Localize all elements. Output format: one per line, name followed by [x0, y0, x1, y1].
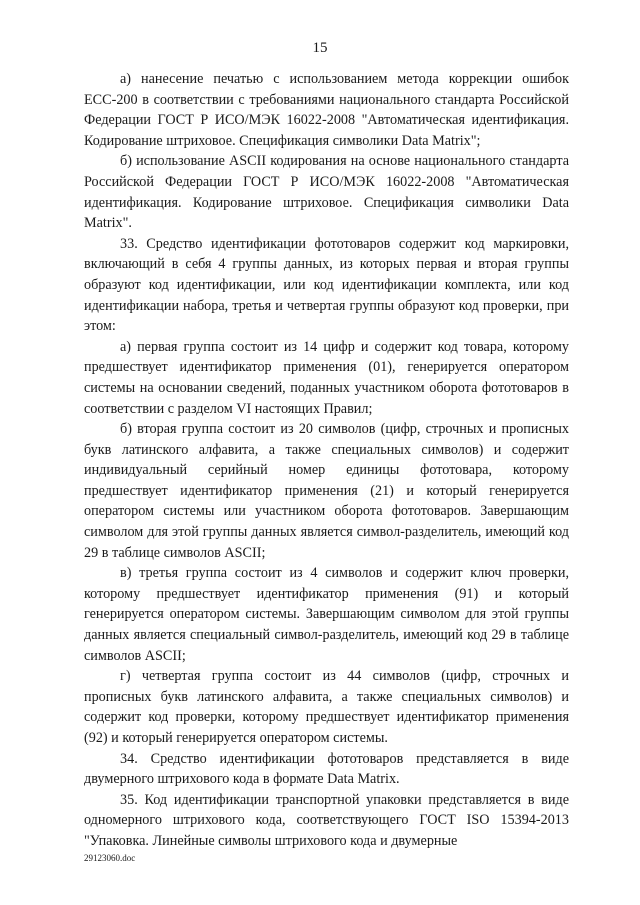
paragraph-33: 33. Средство идентификации фототоваров содержит код маркировки, включающий в себя 4 группы данных, из которых первая и вторая группы образуют код идентификации, или код идентификации комплекта, или код идентификации набора, третья и четвертая группы образуют код проверки, при этом:: [84, 235, 569, 335]
document-body: [84, 69, 569, 852]
paragraph-33v: в) третья группа состоит из 4 символов и содержит ключ проверки, которому предшествует идентификатор применения (91) и который генерируется оператором системы. Завершающим символом для этой группы данных является специальный символ-разделитель, имеющий код 29 в таблице символов ASCII;: [84, 565, 569, 664]
paragraph-35: 35. Код идентификации транспортной упаковки представляется в виде одномерного штрихового кода, соответствующего ГОСТ ISO 15394-2013 "Упаковка. Линейные символы штрихового кода и двумерные: [84, 791, 569, 849]
paragraph-33a: а) первая группа состоит из 14 цифр и содержит код товара, которому предшествует идентификатор применения (01), генерируется оператором системы на основании сведений, поданных участником оборота фототоваров в соответствии с разделом VI настоящих Правил;: [84, 338, 569, 417]
document-filename: 29123060.doc: [84, 853, 136, 863]
paragraph-34: 34. Средство идентификации фототоваров представляется в виде двумерного штрихового кода в формате Data Matrix.: [84, 750, 569, 788]
paragraph-33g: г) четвертая группа состоит из 44 символов (цифр, строчных и прописных букв латинского алфавита, а также специальных символов) и содержит код проверки, которому предшествует идентификатор применения (92) и который генерируется оператором системы.: [84, 668, 569, 746]
paragraph-3b: б) использование ASCII кодирования на основе национального стандарта Российской Федерации ГОСТ Р ИСО/МЭК 16022-2008 "Автоматическая идентификация. Кодирование штриховое. Спецификация символики Data Matrix".: [84, 153, 569, 232]
paragraph-33b: б) вторая группа состоит из 20 символов (цифр, строчных и прописных букв латинского алфавита, а также специальных символов) и содержит индивидуальный серийный номер единицы фототовара, которому предшествует идентификатор применения (21) и который генерируется оператором системы или участником оборота фототоваров. Завершающим символом для этой группы данных является символ-разделитель, имеющий код 29 в таблице символов ASCII;: [84, 421, 569, 561]
paragraph-3a: а) нанесение печатью с использованием метода коррекции ошибок ЕСС-200 в соответствии с требованиями национального стандарта Российской Федерации ГОСТ Р ИСО/МЭК 16022-2008 "Автоматическая идентификация. Кодирование штриховое. Спецификация символики Data Matrix";: [84, 71, 569, 149]
page-number: 15: [312, 40, 328, 56]
